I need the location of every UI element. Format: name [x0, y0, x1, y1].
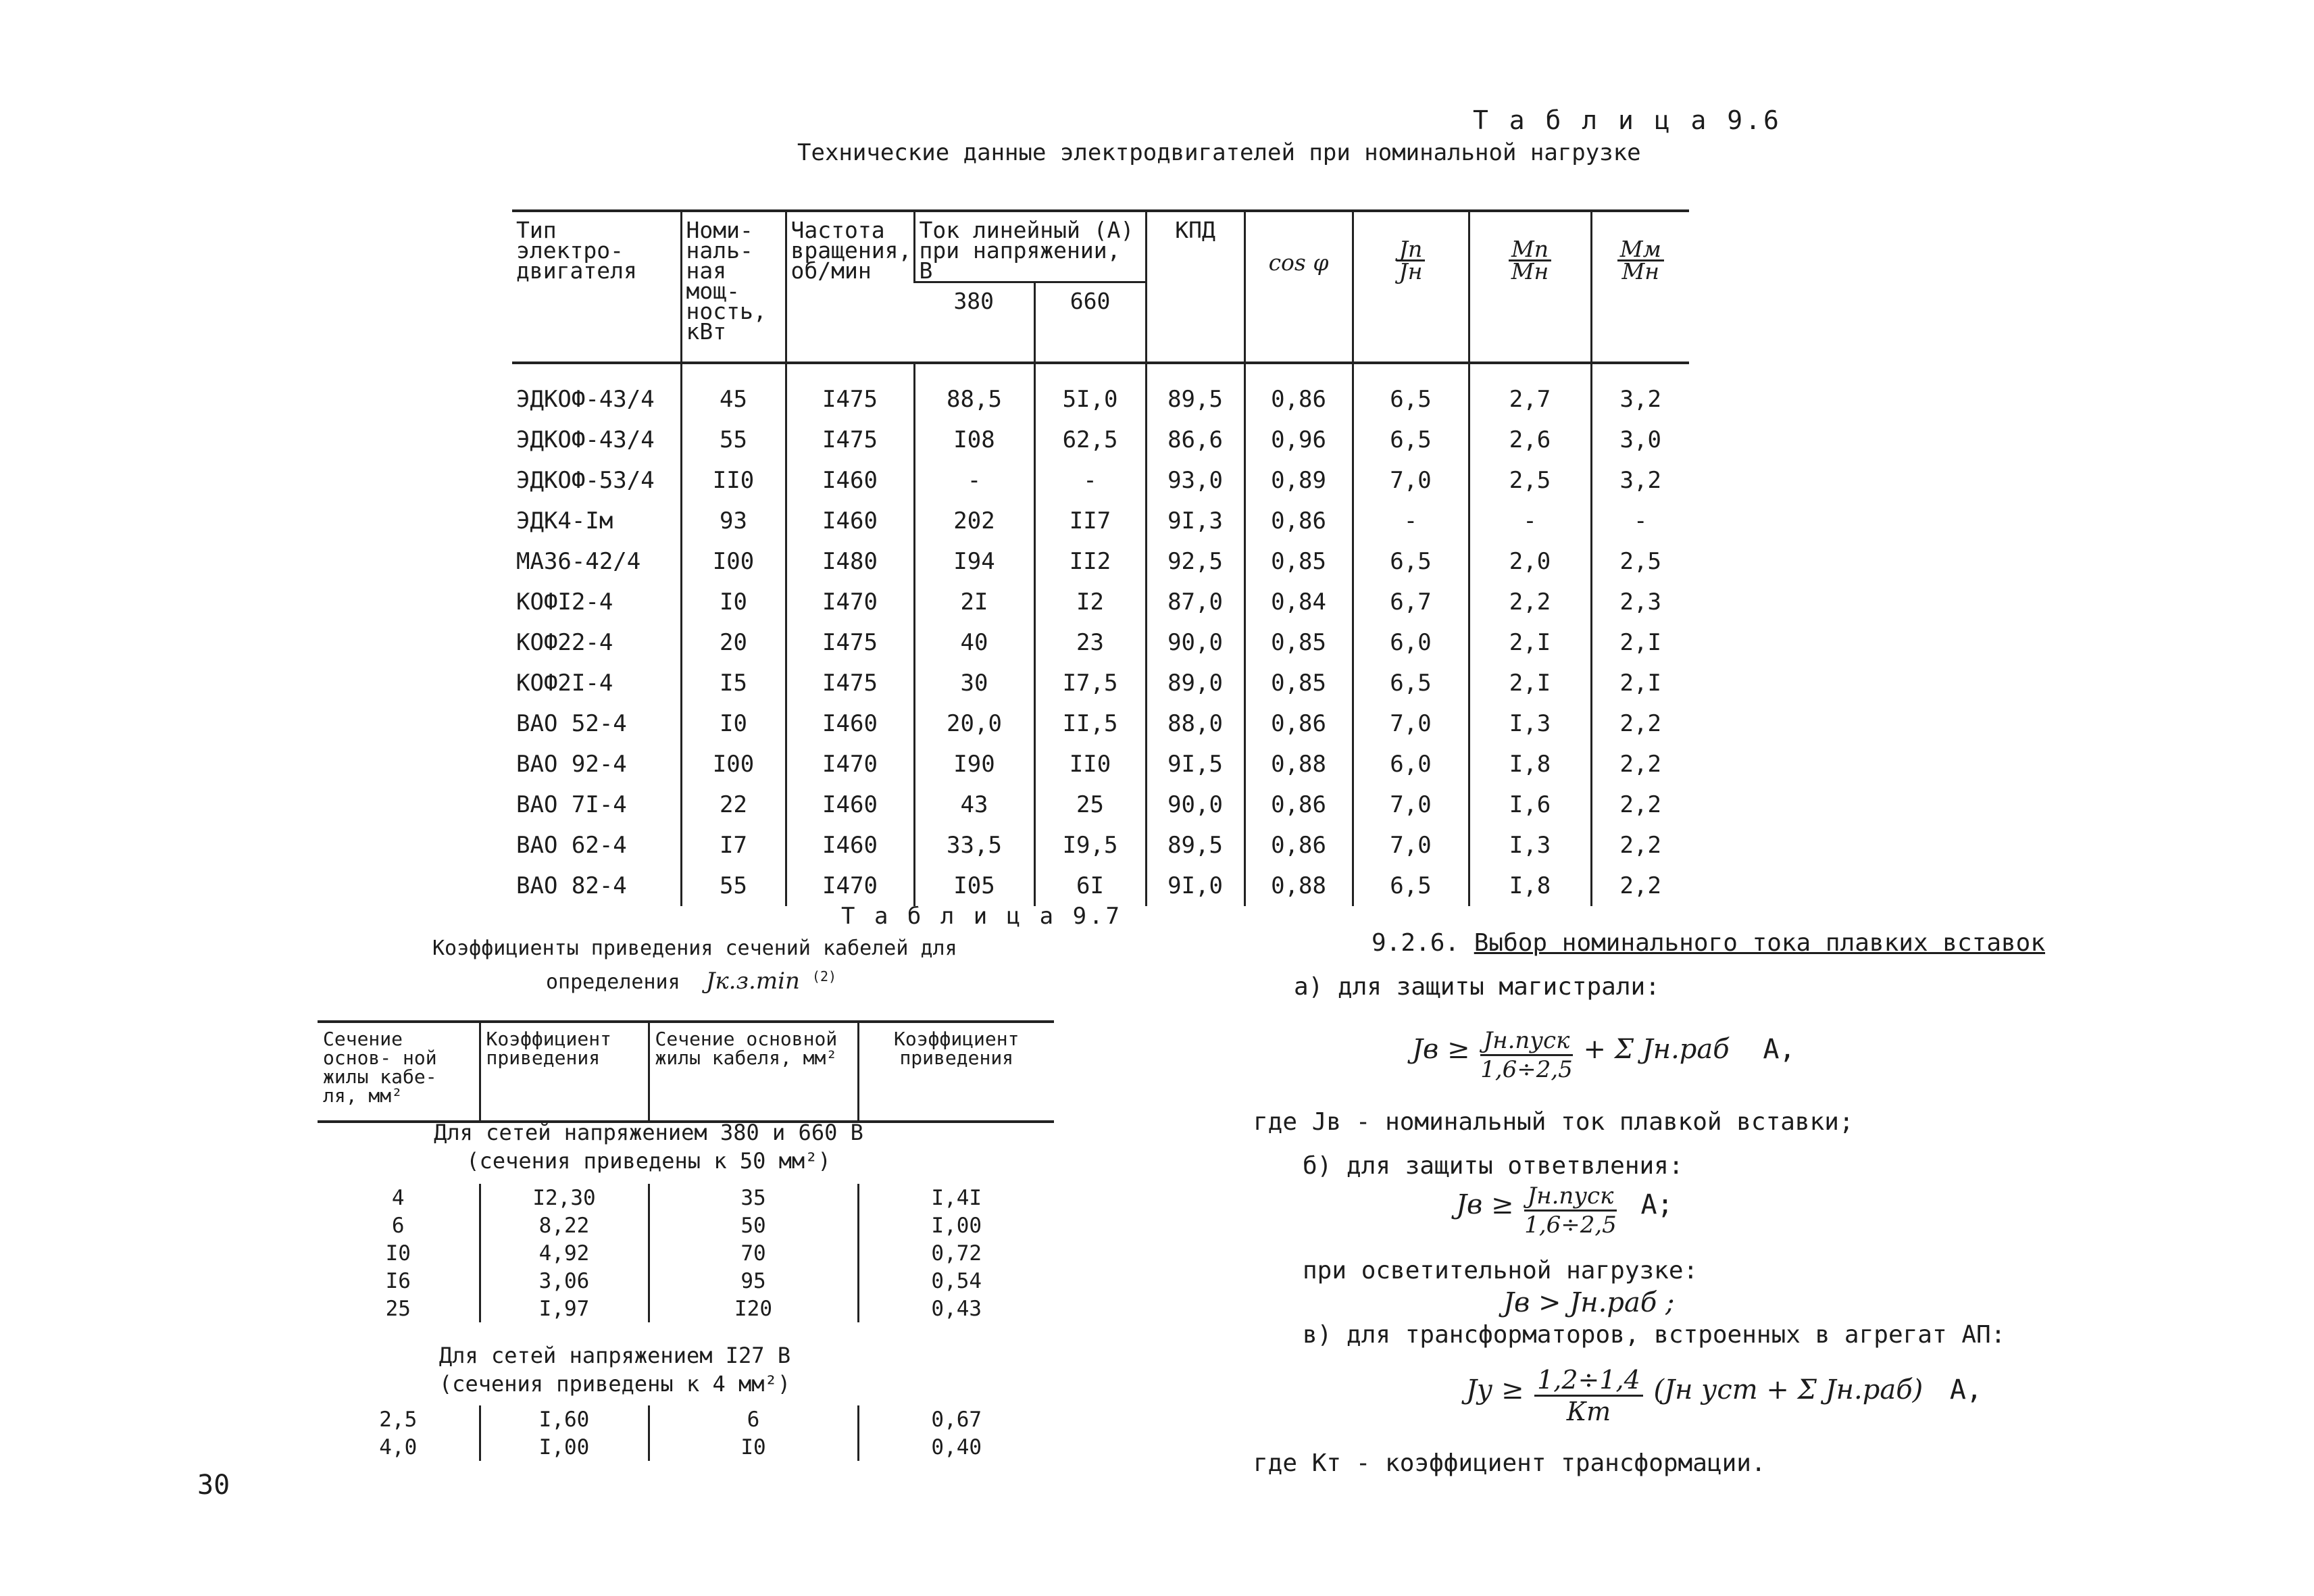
- jkz-symbol: Jк.з.min: [705, 968, 800, 995]
- table-cell: 22: [681, 784, 786, 825]
- where-2: где Кт - коэффициент трансформации.: [1253, 1449, 1766, 1477]
- f4-num: 1,2÷1,4: [1534, 1365, 1643, 1397]
- col-current-header: Ток линейный (А) при напряжении, В: [914, 211, 1146, 282]
- table-cell: I,00: [858, 1212, 1054, 1239]
- table-cell: 0,88: [1244, 866, 1353, 906]
- table-cell: 3,2: [1591, 363, 1689, 420]
- col-power-header: Номи- наль- ная мощ- ность, кВт: [681, 211, 786, 363]
- table-cell: I2: [1034, 582, 1146, 622]
- f2-num: Jн.пуск: [1524, 1182, 1617, 1212]
- table-cell: 3,06: [480, 1267, 649, 1295]
- f1-lhs: Jв ≥: [1412, 1034, 1470, 1065]
- f2-den: 1,6÷2,5: [1524, 1212, 1617, 1239]
- table-cell: 9I,3: [1146, 501, 1244, 541]
- table-cell: I9,5: [1034, 825, 1146, 866]
- table-cell: 2,2: [1591, 784, 1689, 825]
- item-a: а) для защиты магистрали:: [1294, 973, 1660, 1001]
- table-cell: 5I,0: [1034, 363, 1146, 420]
- table-cell: 89,0: [1146, 663, 1244, 703]
- table-cell: 35: [649, 1184, 858, 1212]
- table-cell: 86,6: [1146, 420, 1244, 460]
- table-cell: I0: [681, 582, 786, 622]
- table-cell: I470: [786, 866, 914, 906]
- table-row: [512, 501, 1689, 541]
- table-cell: 6,7: [1353, 582, 1469, 622]
- table-cell: 87,0: [1146, 582, 1244, 622]
- table-cell: 93,0: [1146, 460, 1244, 501]
- jkz-sup: (2): [811, 968, 837, 984]
- table-cell: 25: [1034, 784, 1146, 825]
- table-cell: 2,5: [1591, 541, 1689, 582]
- table-cell: 6,0: [1353, 744, 1469, 784]
- table-9-7-title-line1: Коэффициенты приведения сечений кабелей для: [432, 937, 957, 960]
- table-row: [512, 420, 1689, 460]
- col-660-header: 660: [1034, 282, 1146, 364]
- table-cell: I470: [786, 744, 914, 784]
- table-cell: 2,6: [1469, 420, 1591, 460]
- table-cell: I460: [786, 784, 914, 825]
- table-cell: 20,0: [914, 703, 1034, 744]
- table-row: [318, 1239, 1054, 1267]
- f1-unit: А,: [1763, 1034, 1796, 1065]
- table-cell: 0,43: [858, 1295, 1054, 1322]
- table-cell: 55: [681, 420, 786, 460]
- section-heading: [1372, 929, 2045, 957]
- where-1: где Jв - номинальный ток плавкой вставки;: [1253, 1108, 1854, 1136]
- t97-col-coef2: Коэффициент приведения: [858, 1022, 1054, 1122]
- table-cell: I0: [649, 1433, 858, 1461]
- table-cell: 40: [914, 622, 1034, 663]
- table-cell: II0: [1034, 744, 1146, 784]
- motor-type-cell: ВАО 52-4: [516, 710, 627, 737]
- table-cell: I08: [914, 420, 1034, 460]
- table-cell: 62,5: [1034, 420, 1146, 460]
- table-cell: I94: [914, 541, 1034, 582]
- table-cell: 8,22: [480, 1212, 649, 1239]
- t97-group2-line2: (сечения приведены к 4 мм²): [438, 1371, 791, 1397]
- table-cell: I2,30: [480, 1184, 649, 1212]
- table-row: [512, 663, 1689, 703]
- table-row: [512, 460, 1689, 501]
- table-cell: 25: [385, 1296, 411, 1321]
- motor-type-cell: КОФI2-4: [516, 589, 613, 616]
- table-cell: I480: [786, 541, 914, 582]
- table-cell: 0,84: [1244, 582, 1353, 622]
- table-row: [512, 866, 1689, 906]
- table-cell: 0,89: [1244, 460, 1353, 501]
- table-cell: 90,0: [1146, 784, 1244, 825]
- table-row: [512, 582, 1689, 622]
- table-cell: 2,I: [1591, 663, 1689, 703]
- table-row: [512, 744, 1689, 784]
- table-cell: I,8: [1469, 866, 1591, 906]
- table-row: [318, 1212, 1054, 1239]
- table-cell: I475: [786, 663, 914, 703]
- table-cell: 0,40: [858, 1433, 1054, 1461]
- table-cell: 33,5: [914, 825, 1034, 866]
- table-cell: I,4I: [858, 1184, 1054, 1212]
- table-9-7-header: [318, 1020, 1054, 1123]
- table-cell: I90: [914, 744, 1034, 784]
- table-cell: 0,88: [1244, 744, 1353, 784]
- motor-type-cell: ВАО 82-4: [516, 872, 627, 899]
- table-row: [318, 1433, 1054, 1461]
- table-cell: I460: [786, 825, 914, 866]
- table-cell: 7,0: [1353, 703, 1469, 744]
- table-cell: I05: [914, 866, 1034, 906]
- motor-type-cell: КОФ2I-4: [516, 670, 613, 697]
- table-cell: I6: [385, 1268, 411, 1293]
- table-cell: 20: [681, 622, 786, 663]
- motor-type-cell: МА36-42/4: [516, 548, 641, 575]
- table-cell: I0: [681, 703, 786, 744]
- t97-group2-table: [318, 1405, 1054, 1461]
- item-b: б) для защиты ответвления:: [1303, 1152, 1684, 1180]
- table-cell: I470: [786, 582, 914, 622]
- table-cell: 7,0: [1353, 825, 1469, 866]
- table-cell: 0,72: [858, 1239, 1054, 1267]
- table-row: [512, 784, 1689, 825]
- table-cell: 3,2: [1591, 460, 1689, 501]
- motor-type-cell: КОФ22-4: [516, 629, 613, 656]
- table-cell: 202: [914, 501, 1034, 541]
- table-cell: 7,0: [1353, 460, 1469, 501]
- table-cell: 6,5: [1353, 663, 1469, 703]
- col-speed-header: Частота вращения, об/мин: [786, 211, 914, 363]
- f4-den: Кт: [1566, 1397, 1611, 1426]
- table-cell: 0,54: [858, 1267, 1054, 1295]
- table-cell: 6,5: [1353, 363, 1469, 420]
- table-cell: -: [1591, 501, 1689, 541]
- table-cell: 2,0: [1469, 541, 1591, 582]
- table-9-7-title-line2: определения Jк.з.min $^{(2)}$: [546, 968, 837, 995]
- table-row: [512, 825, 1689, 866]
- table-cell: 2,I: [1591, 622, 1689, 663]
- table-9-6: [512, 209, 1689, 906]
- table-cell: 2,7: [1469, 363, 1591, 420]
- table-cell: 0,67: [858, 1405, 1054, 1433]
- table-cell: 89,5: [1146, 825, 1244, 866]
- table-cell: I7,5: [1034, 663, 1146, 703]
- table-cell: I475: [786, 363, 914, 420]
- motor-type-cell: ЭДКОФ-43/4: [516, 426, 655, 453]
- table-row: [318, 1184, 1054, 1212]
- table-row: [318, 1295, 1054, 1322]
- table-cell: I475: [786, 622, 914, 663]
- table-cell: 9I,5: [1146, 744, 1244, 784]
- table-cell: I,00: [480, 1433, 649, 1461]
- table-cell: I,60: [480, 1405, 649, 1433]
- table-cell: 88,5: [914, 363, 1034, 420]
- table-cell: II2: [1034, 541, 1146, 582]
- table-cell: 6,5: [1353, 866, 1469, 906]
- table-cell: 90,0: [1146, 622, 1244, 663]
- table-cell: 0,96: [1244, 420, 1353, 460]
- table-cell: 4: [391, 1185, 405, 1210]
- col-mp-header: $\frac{Мп}{Мн}$: [1469, 211, 1591, 363]
- t97-col-coef1: Коэффициент приведения: [480, 1022, 649, 1122]
- t97-col-section1: Сечение основ- ной жилы кабе- ля, мм²: [323, 1028, 437, 1107]
- t97-group2-line1: Для сетей напряжением I27 В: [438, 1343, 791, 1368]
- t97-group1-line2: (сечения приведены к 50 мм²): [466, 1148, 831, 1174]
- table-cell: II7: [1034, 501, 1146, 541]
- formula-4: [1466, 1365, 1982, 1426]
- table-cell: 0,85: [1244, 622, 1353, 663]
- table-cell: 4,0: [379, 1435, 418, 1460]
- table-9-6-caption: Т а б л и ц а 9.6: [1473, 105, 1782, 135]
- table-cell: I00: [681, 744, 786, 784]
- formula-1: [1412, 1027, 1795, 1083]
- table-cell: 2,2: [1469, 582, 1591, 622]
- table-cell: I20: [649, 1295, 858, 1322]
- table-cell: 7,0: [1353, 784, 1469, 825]
- table-cell: I,3: [1469, 703, 1591, 744]
- table-cell: I460: [786, 703, 914, 744]
- table-cell: I,6: [1469, 784, 1591, 825]
- table-row: [512, 703, 1689, 744]
- table-cell: 2,5: [379, 1407, 418, 1432]
- table-cell: 2,I: [1469, 622, 1591, 663]
- table-cell: 2,I: [1469, 663, 1591, 703]
- table-row: [512, 541, 1689, 582]
- table-cell: 55: [681, 866, 786, 906]
- table-cell: I475: [786, 420, 914, 460]
- f1-rest: + Σ Jн.раб: [1583, 1034, 1730, 1065]
- table-cell: 2,2: [1591, 866, 1689, 906]
- f2-unit: А;: [1640, 1189, 1674, 1220]
- table-cell: 6,5: [1353, 420, 1469, 460]
- formula-2: [1456, 1182, 1674, 1239]
- table-cell: 2,2: [1591, 703, 1689, 744]
- t97-group1-table: [318, 1184, 1054, 1322]
- motor-type-cell: ВАО 92-4: [516, 751, 627, 778]
- table-cell: -: [1353, 501, 1469, 541]
- table-cell: 92,5: [1146, 541, 1244, 582]
- table-cell: 2,2: [1591, 744, 1689, 784]
- motor-type-cell: ЭДК4-Iм: [516, 507, 613, 534]
- f4-unit: А,: [1949, 1374, 1983, 1405]
- table-cell: 50: [649, 1212, 858, 1239]
- light-load: при осветительной нагрузке:: [1303, 1257, 1699, 1285]
- table-cell: 45: [681, 363, 786, 420]
- t97-group2-caption: [378, 1341, 851, 1398]
- item-c: в) для трансформаторов, встроенных в агрегат АП:: [1303, 1321, 2006, 1349]
- table-cell: II0: [681, 460, 786, 501]
- motor-type-cell: ЭДКОФ-53/4: [516, 467, 655, 494]
- table-cell: 95: [649, 1267, 858, 1295]
- table-cell: 2,2: [1591, 825, 1689, 866]
- table-cell: -: [914, 460, 1034, 501]
- table-cell: 0,86: [1244, 703, 1353, 744]
- t97-group1-caption: [378, 1118, 919, 1175]
- page-number: 30: [197, 1470, 230, 1501]
- f1-num: Jн.пуск: [1480, 1027, 1573, 1056]
- table-cell: 2I: [914, 582, 1034, 622]
- table-cell: 0,85: [1244, 663, 1353, 703]
- table-cell: 0,86: [1244, 363, 1353, 420]
- motor-type-cell: ВАО 62-4: [516, 832, 627, 859]
- f4-lhs: Jу ≥: [1466, 1374, 1524, 1405]
- table-row: [512, 622, 1689, 663]
- motor-type-cell: ЭДКОФ-43/4: [516, 386, 655, 413]
- col-kpd-header: КПД: [1146, 211, 1244, 363]
- motor-type-cell: ВАО 7I-4: [516, 791, 627, 818]
- table-cell: I460: [786, 501, 914, 541]
- table-cell: 0,86: [1244, 784, 1353, 825]
- table-cell: 30: [914, 663, 1034, 703]
- col-mm-header: $\frac{Мм}{Мн}$: [1591, 211, 1689, 363]
- table-9-6-body: [512, 363, 1689, 906]
- table-cell: 0,86: [1244, 825, 1353, 866]
- table-cell: I0: [385, 1241, 411, 1266]
- table-row: [318, 1267, 1054, 1295]
- table-cell: 9I,0: [1146, 866, 1244, 906]
- table-cell: I,97: [480, 1295, 649, 1322]
- table-cell: I00: [681, 541, 786, 582]
- table-cell: 6,0: [1353, 622, 1469, 663]
- table-cell: I,8: [1469, 744, 1591, 784]
- table-cell: 93: [681, 501, 786, 541]
- table-cell: 0,86: [1244, 501, 1353, 541]
- table-cell: 0,85: [1244, 541, 1353, 582]
- table-cell: I7: [681, 825, 786, 866]
- table-cell: II,5: [1034, 703, 1146, 744]
- table-9-6-title: Технические данные электродвигателей при номинальной нагрузке: [797, 139, 1641, 166]
- table-cell: 4,92: [480, 1239, 649, 1267]
- col-380-header: 380: [914, 282, 1034, 364]
- col-ip-header: $\frac{Jп}{Jн}$: [1353, 211, 1469, 363]
- f1-den: 1,6÷2,5: [1480, 1056, 1573, 1083]
- col-cos-header: cos φ: [1244, 211, 1353, 363]
- t97-col-section2: Сечение основной жилы кабеля, мм²: [649, 1022, 858, 1122]
- table-cell: 88,0: [1146, 703, 1244, 744]
- section-title: Выбор номинального тока плавких вставок: [1474, 929, 2046, 957]
- table-row: [512, 363, 1689, 420]
- table-cell: 6: [649, 1405, 858, 1433]
- table-cell: 70: [649, 1239, 858, 1267]
- table-cell: I5: [681, 663, 786, 703]
- table-cell: 2,5: [1469, 460, 1591, 501]
- table-cell: 43: [914, 784, 1034, 825]
- f4-rest: (Jн уст + Σ Jн.раб): [1653, 1374, 1923, 1405]
- table-cell: 6: [391, 1213, 405, 1238]
- table-9-7-caption: Т а б л и ц а 9.7: [841, 903, 1122, 930]
- table-cell: I,3: [1469, 825, 1591, 866]
- table-cell: I460: [786, 460, 914, 501]
- f2-lhs: Jв ≥: [1456, 1189, 1514, 1220]
- formula-3: Jв > Jн.раб ;: [1503, 1287, 1675, 1318]
- section-number: 9.2.6.: [1372, 929, 1460, 957]
- table-cell: 89,5: [1146, 363, 1244, 420]
- table-cell: 2,3: [1591, 582, 1689, 622]
- col-type-header: Тип электро- двигателя: [512, 211, 681, 363]
- table-cell: -: [1034, 460, 1146, 501]
- table-cell: 23: [1034, 622, 1146, 663]
- table-cell: 6,5: [1353, 541, 1469, 582]
- table-cell: -: [1469, 501, 1591, 541]
- table-cell: 6I: [1034, 866, 1146, 906]
- table-row: [318, 1405, 1054, 1433]
- table-cell: 3,0: [1591, 420, 1689, 460]
- t97-group1-line1: Для сетей напряжением 380 и 660 В: [434, 1120, 863, 1145]
